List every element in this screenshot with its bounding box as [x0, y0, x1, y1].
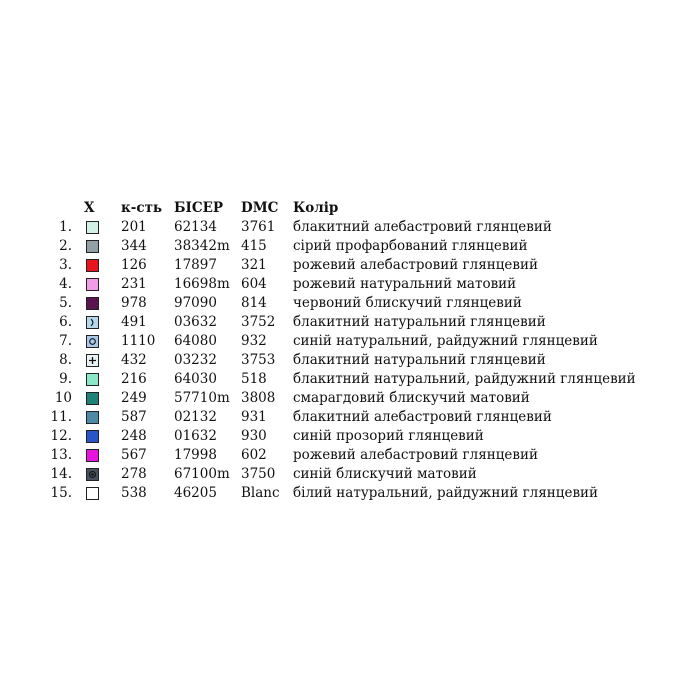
table-row: [0, 256, 700, 275]
row-color-name: блакитний натуральний, райдужний глянцевий: [293, 371, 636, 387]
row-bead-code: 64080: [174, 333, 217, 349]
color-swatch: [86, 278, 99, 291]
row-color-name: блакитний алебастровий глянцевий: [293, 219, 552, 235]
header-dmc: DMC: [241, 200, 279, 216]
row-number: 2.: [59, 238, 72, 254]
row-color-name: смарагдовий блискучий матовий: [293, 390, 530, 406]
row-bead-code: 16698m: [174, 276, 230, 292]
color-swatch: [86, 335, 99, 348]
row-quantity: 1110: [121, 333, 156, 349]
row-dmc-code: 930: [241, 428, 267, 444]
row-dmc-code: 3752: [241, 314, 276, 330]
row-color-name: рожевий алебастровий глянцевий: [293, 257, 538, 273]
row-color-name: блакитний алебастровий глянцевий: [293, 409, 552, 425]
color-swatch: [86, 221, 99, 234]
row-bead-code: 03632: [174, 314, 217, 330]
row-number: 14.: [50, 466, 72, 482]
row-color-name: блакитний натуральний глянцевий: [293, 352, 546, 368]
row-number: 9.: [59, 371, 72, 387]
row-bead-code: 17998: [174, 447, 217, 463]
row-bead-code: 64030: [174, 371, 217, 387]
row-number: 15.: [50, 485, 72, 501]
table-row: [0, 237, 700, 256]
row-bead-code: 03232: [174, 352, 217, 368]
color-swatch: [86, 392, 99, 405]
table-row: [0, 465, 700, 484]
table-row: [0, 389, 700, 408]
row-quantity: 344: [121, 238, 147, 254]
table-row: [0, 484, 700, 503]
header-quantity: к-сть: [121, 200, 163, 216]
row-number: 6.: [59, 314, 72, 330]
color-swatch: [86, 297, 99, 310]
row-quantity: 231: [121, 276, 147, 292]
table-row: [0, 275, 700, 294]
row-quantity: 538: [121, 485, 147, 501]
table-row: [0, 313, 700, 332]
row-quantity: 216: [121, 371, 147, 387]
row-bead-code: 17897: [174, 257, 217, 273]
color-swatch: [86, 449, 99, 462]
row-color-name: синій прозорий глянцевий: [293, 428, 484, 444]
row-number: 1.: [59, 219, 72, 235]
row-bead-code: 02132: [174, 409, 217, 425]
row-dmc-code: 3750: [241, 466, 276, 482]
row-number: 8.: [59, 352, 72, 368]
color-swatch: [86, 354, 99, 367]
row-color-name: сірий профарбований глянцевий: [293, 238, 528, 254]
row-number: 13.: [50, 447, 72, 463]
row-color-name: рожевий натуральний матовий: [293, 276, 517, 292]
color-swatch: [86, 259, 99, 272]
table-header: [0, 199, 700, 218]
table-row: [0, 332, 700, 351]
row-quantity: 201: [121, 219, 147, 235]
row-quantity: 278: [121, 466, 147, 482]
row-quantity: 587: [121, 409, 147, 425]
row-quantity: 567: [121, 447, 147, 463]
header-symbol: X: [84, 200, 95, 216]
row-dmc-code: 814: [241, 295, 267, 311]
row-color-name: блакитний натуральний глянцевий: [293, 314, 546, 330]
row-number: 3.: [59, 257, 72, 273]
table-row: [0, 218, 700, 237]
row-dmc-code: Blanc: [241, 485, 280, 501]
row-quantity: 248: [121, 428, 147, 444]
table-row: [0, 294, 700, 313]
color-swatch: [86, 487, 99, 500]
dot-circle-icon: [88, 470, 97, 479]
row-color-name: білий натуральний, райдужний глянцевий: [293, 485, 599, 501]
table-row: [0, 446, 700, 465]
row-number: 5.: [59, 295, 72, 311]
row-quantity: 432: [121, 352, 147, 368]
table-row: [0, 408, 700, 427]
row-bead-code: 57710m: [174, 390, 230, 406]
row-number: 7.: [59, 333, 72, 349]
row-bead-code: 38342m: [174, 238, 230, 254]
row-color-name: червоний блискучий глянцевий: [293, 295, 522, 311]
row-dmc-code: 932: [241, 333, 267, 349]
row-dmc-code: 3808: [241, 390, 276, 406]
row-bead-code: 97090: [174, 295, 217, 311]
row-dmc-code: 415: [241, 238, 267, 254]
row-dmc-code: 3753: [241, 352, 276, 368]
row-bead-code: 01632: [174, 428, 217, 444]
row-quantity: 978: [121, 295, 147, 311]
row-number: 12.: [50, 428, 72, 444]
row-number: 11.: [50, 409, 72, 425]
row-color-name: синій блискучий матовий: [293, 466, 477, 482]
table-body: [0, 218, 700, 503]
table-row: [0, 351, 700, 370]
row-quantity: 249: [121, 390, 147, 406]
row-dmc-code: 3761: [241, 219, 276, 235]
color-swatch: [86, 411, 99, 424]
table-row: [0, 370, 700, 389]
table-row: [0, 427, 700, 446]
header-color: Колір: [293, 200, 339, 216]
row-bead-code: 67100m: [174, 466, 230, 482]
color-swatch: [86, 316, 99, 329]
arc-icon: [88, 318, 97, 327]
bead-legend-table: [0, 199, 700, 503]
row-dmc-code: 604: [241, 276, 267, 292]
row-quantity: 491: [121, 314, 147, 330]
row-dmc-code: 518: [241, 371, 267, 387]
row-dmc-code: 602: [241, 447, 267, 463]
row-color-name: синій натуральний, райдужний глянцевий: [293, 333, 598, 349]
row-quantity: 126: [121, 257, 147, 273]
color-swatch: [86, 430, 99, 443]
row-dmc-code: 931: [241, 409, 267, 425]
row-bead-code: 62134: [174, 219, 217, 235]
color-swatch: [86, 373, 99, 386]
plus-icon: [88, 356, 97, 365]
row-number: 10: [54, 390, 72, 406]
row-number: 4.: [59, 276, 72, 292]
header-bead: БІСЕР: [174, 200, 224, 216]
row-color-name: рожевий алебастровий глянцевий: [293, 447, 538, 463]
row-dmc-code: 321: [241, 257, 267, 273]
circle-icon: [88, 337, 97, 346]
color-swatch: [86, 468, 99, 481]
color-swatch: [86, 240, 99, 253]
row-bead-code: 46205: [174, 485, 217, 501]
